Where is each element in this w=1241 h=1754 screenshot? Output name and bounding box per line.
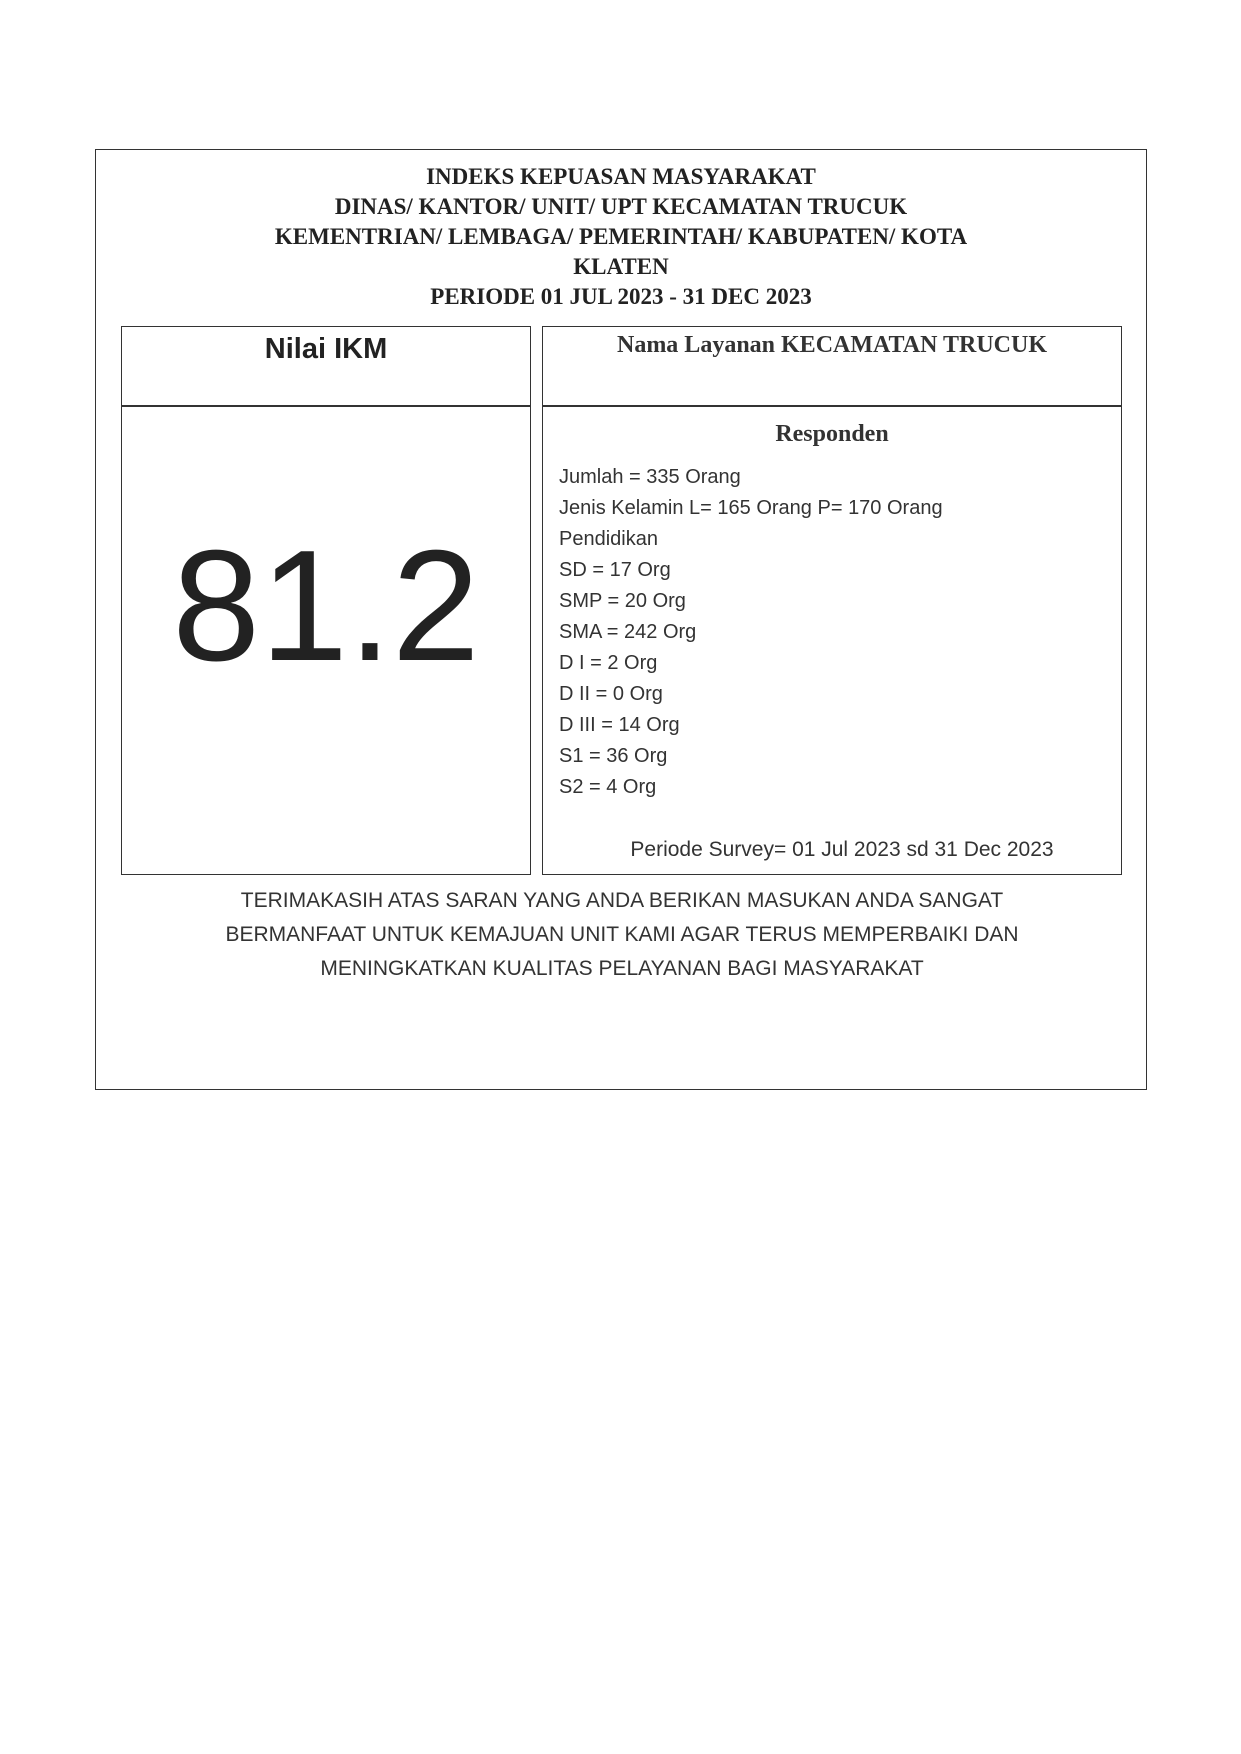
nilai-ikm-header-box: [121, 326, 531, 407]
nilai-ikm-label: Nilai IKM: [264, 333, 388, 365]
nilai-ikm-value: 81.2: [172, 518, 480, 694]
header-unit: DINAS/ KANTOR/ UNIT/ UPT KECAMATAN TRUCUK: [334, 194, 908, 219]
header-region: KLATEN: [573, 254, 669, 279]
nama-layanan-label: Nama Layanan KECAMATAN TRUCUK: [616, 332, 1048, 358]
thank-you-line-3: MENINGKATKAN KUALITAS PELAYANAN BAGI MASYARAKAT: [320, 957, 924, 980]
nama-layanan-box: [542, 326, 1122, 407]
responden-title: Responden: [775, 421, 889, 447]
periode-survey: Periode Survey= 01 Jul 2023 sd 31 Dec 2023: [630, 838, 1054, 861]
thank-you-line-2: BERMANFAAT UNTUK KEMAJUAN UNIT KAMI AGAR TERUS MEMPERBAIKI DAN: [225, 923, 1019, 946]
header-period: PERIODE 01 JUL 2023 - 31 DEC 2023: [430, 284, 812, 309]
responden-d2: D II = 0 Org: [559, 683, 663, 705]
thank-you-line-1: TERIMAKASIH ATAS SARAN YANG ANDA BERIKAN MASUKAN ANDA SANGAT: [240, 889, 1004, 912]
responden-jumlah: Jumlah = 335 Orang: [559, 466, 741, 488]
responden-s2: S2 = 4 Org: [559, 776, 657, 798]
report-header: [96, 162, 1146, 312]
responden-pendidikan-heading: Pendidikan: [559, 528, 658, 550]
responden-s1: S1 = 36 Org: [559, 745, 668, 767]
responden-sma: SMA = 242 Org: [559, 621, 697, 643]
responden-jenis-kelamin: Jenis Kelamin L= 165 Orang P= 170 Orang: [559, 497, 943, 519]
nilai-ikm-value-box: [121, 405, 531, 875]
ikm-report-frame: [95, 149, 1147, 1090]
responden-box: [542, 405, 1122, 875]
header-institution: KEMENTRIAN/ LEMBAGA/ PEMERINTAH/ KABUPATEN/ KOTA: [274, 224, 968, 249]
responden-smp: SMP = 20 Org: [559, 590, 686, 612]
responden-sd: SD = 17 Org: [559, 559, 671, 581]
thank-you-message: [156, 884, 1088, 986]
responden-list: [559, 462, 943, 803]
responden-d3: D III = 14 Org: [559, 714, 680, 736]
responden-d1: D I = 2 Org: [559, 652, 658, 674]
header-title: INDEKS KEPUASAN MASYARAKAT: [426, 164, 816, 189]
